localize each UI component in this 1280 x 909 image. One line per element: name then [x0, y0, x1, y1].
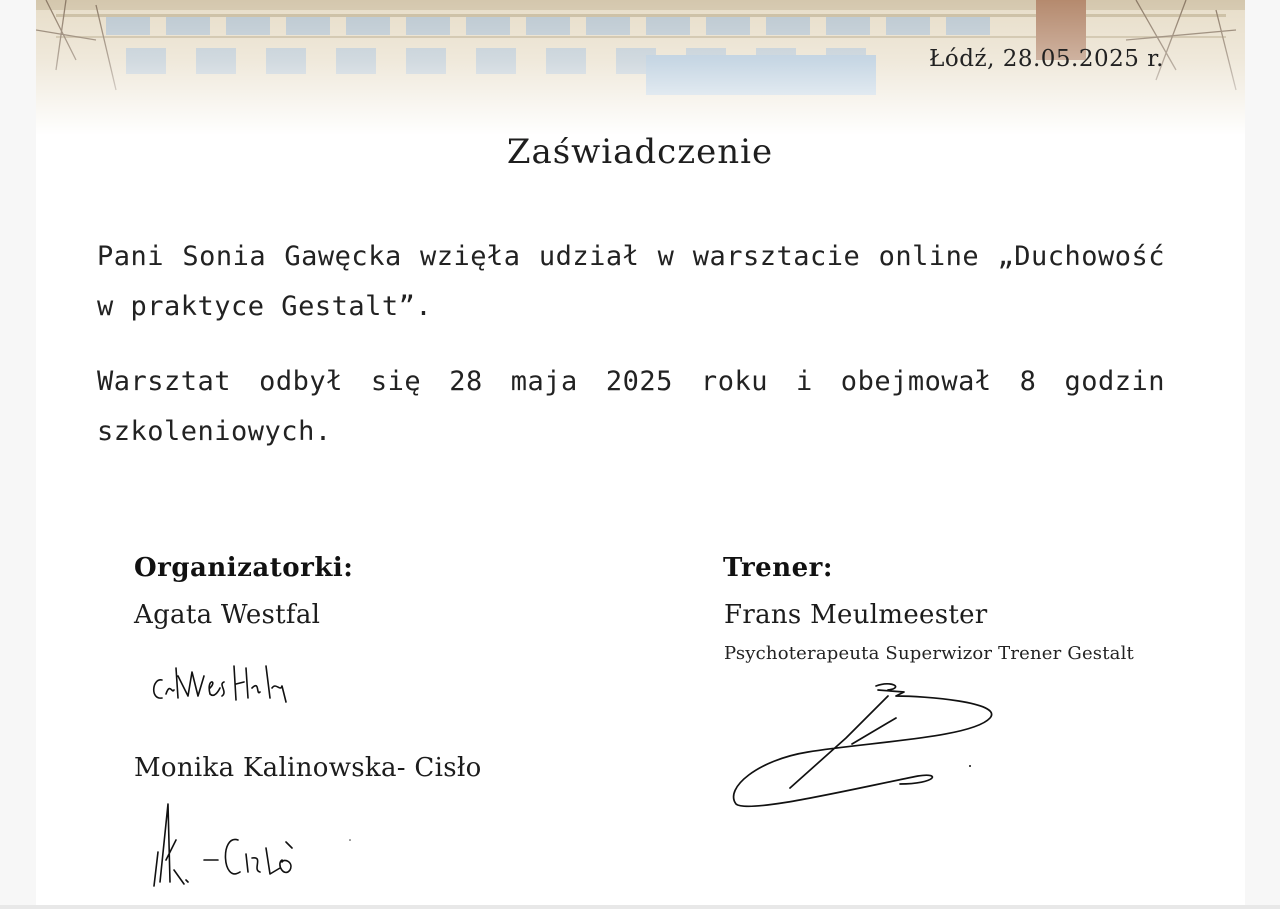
place-and-date: Łódź, 28.05.2025 r.: [929, 46, 1164, 72]
organizer-name-2: Monika Kalinowska- Cisło: [134, 753, 482, 783]
bottom-edge: [0, 905, 1280, 909]
organizer-name-1: Agata Westfal: [134, 600, 321, 630]
organizers-heading: Organizatorki:: [134, 553, 354, 583]
participation-statement: Pani Sonia Gawęcka wzięła udział w warsztacie online „Duchowość w praktyce Gestalt”.: [97, 241, 1165, 322]
trainer-signature: [728, 678, 978, 812]
organizer-signature-1: [148, 658, 298, 710]
trainer-role: Psychoterapeuta Superwizor Trener Gestalt: [724, 643, 1134, 664]
organizer-signature-2: [148, 800, 358, 892]
workshop-details: Warsztat odbył się 28 maja 2025 roku i obejmował 8 godzin szkoleniowych.: [97, 366, 1165, 447]
trainer-name: Frans Meulmeester: [724, 600, 988, 630]
trainer-heading: Trener:: [723, 553, 833, 583]
document-title: Zaświadczenie: [506, 132, 774, 172]
